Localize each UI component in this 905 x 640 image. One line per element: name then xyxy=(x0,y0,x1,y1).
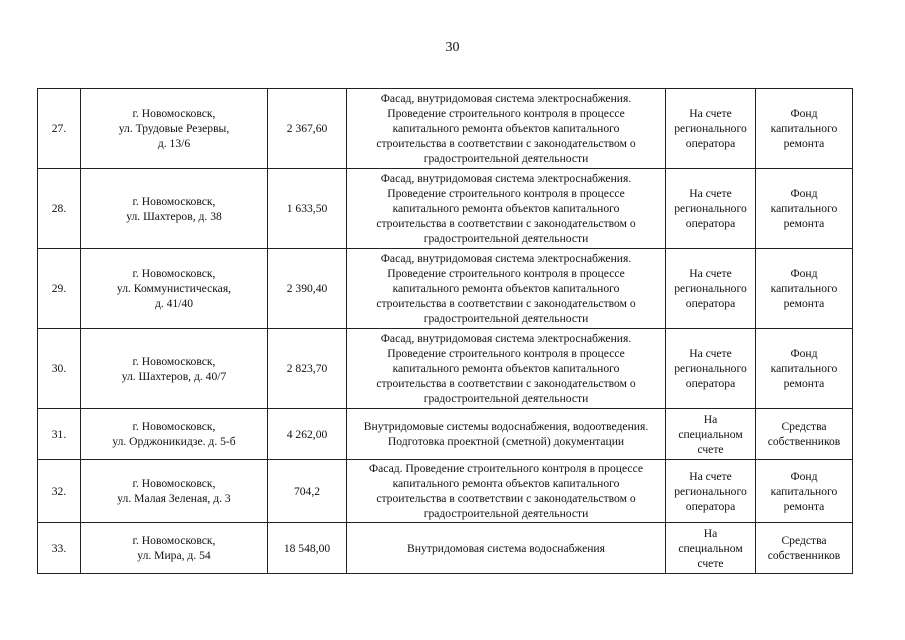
source-line: Средства xyxy=(781,420,827,433)
account-line: специальном xyxy=(678,427,743,441)
account-cell xyxy=(666,89,756,169)
address-line: ул. Шахтеров, д. 40/7 xyxy=(121,369,227,383)
work-description-cell xyxy=(347,329,666,409)
source-line: капитального xyxy=(770,484,838,498)
address-line: г. Новомосковск, xyxy=(132,267,216,280)
account-line: регионального xyxy=(674,122,747,135)
work-line: Проведение строительного контроля в процессе xyxy=(387,347,625,360)
address-line: ул. Орджоникидзе. д. 5-б xyxy=(112,435,236,448)
source-line: ремонта xyxy=(783,297,825,310)
work-line: Внутридомовые системы водоснабжения, водоотведения. xyxy=(363,420,649,433)
row-number: 27. xyxy=(38,89,81,169)
source-line: Фонд xyxy=(790,107,818,120)
work-description-cell xyxy=(347,460,666,523)
work-line: Фасад, внутридомовая система электроснабжения. xyxy=(380,172,632,185)
source-line: капитального xyxy=(770,362,838,375)
address-cell xyxy=(81,329,268,409)
source-line: ремонта xyxy=(783,217,825,230)
address-line: ул. Шахтеров, д. 38 xyxy=(126,209,222,223)
source-line: собственников xyxy=(767,435,841,448)
account-line: регионального xyxy=(674,484,747,498)
area-cell: 18 548,00 xyxy=(268,523,347,574)
source-line: собственников xyxy=(767,549,841,562)
table-row xyxy=(38,89,853,169)
work-description-cell xyxy=(347,249,666,329)
source-line: капитального xyxy=(770,282,838,295)
account-line: регионального xyxy=(674,282,747,295)
account-cell xyxy=(666,169,756,249)
funding-source-cell xyxy=(756,169,853,249)
source-line: Фонд xyxy=(790,347,818,360)
work-line: градостроительной деятельности xyxy=(423,232,589,245)
address-cell xyxy=(81,523,268,574)
source-line: ремонта xyxy=(783,377,825,390)
account-line: счете xyxy=(697,442,724,456)
funding-source-cell xyxy=(756,523,853,574)
funding-source-cell xyxy=(756,409,853,460)
source-line: капитального xyxy=(770,122,838,135)
source-line: Средства xyxy=(781,534,827,547)
work-line: строительства в соответствии с законодательством о xyxy=(376,297,636,310)
row-number: 30. xyxy=(38,329,81,409)
address-line: ул. Малая Зеленая, д. 3 xyxy=(117,492,231,505)
account-cell xyxy=(666,523,756,574)
address-line: г. Новомосковск, xyxy=(132,477,216,490)
area-cell: 1 633,50 xyxy=(268,169,347,249)
funding-source-cell xyxy=(756,249,853,329)
account-line: оператора xyxy=(685,377,736,390)
work-line: Подготовка проектной (сметной) документации xyxy=(387,435,625,448)
address-line: г. Новомосковск, xyxy=(132,534,216,547)
work-line: Внутридомовая система водоснабжения xyxy=(407,541,605,555)
account-cell xyxy=(666,460,756,523)
address-line: г. Новомосковск, xyxy=(132,194,216,208)
work-line: капитального ремонта объектов капитального xyxy=(392,122,620,135)
work-line: Фасад, внутридомовая система электроснабжения. xyxy=(380,332,632,345)
table-row xyxy=(38,169,853,249)
account-line: На счете xyxy=(689,347,732,360)
address-line: ул. Мира, д. 54 xyxy=(137,549,211,562)
work-line: градостроительной деятельности xyxy=(423,152,589,165)
account-line: На xyxy=(703,412,718,426)
address-line: д. 13/6 xyxy=(157,137,191,150)
work-line: Фасад. Проведение строительного контроля в процессе xyxy=(369,462,643,475)
account-line: На счете xyxy=(689,107,732,120)
address-line: г. Новомосковск, xyxy=(132,354,216,368)
address-cell xyxy=(81,249,268,329)
area-cell: 4 262,00 xyxy=(268,409,347,460)
source-line: Фонд xyxy=(790,267,818,280)
repair-plan-table xyxy=(37,88,853,574)
work-description-cell xyxy=(347,89,666,169)
address-line: г. Новомосковск, xyxy=(132,107,216,120)
area-cell: 2 390,40 xyxy=(268,249,347,329)
source-line: капитального xyxy=(770,202,838,215)
work-description-cell xyxy=(347,523,666,574)
address-line: ул. Коммунистическая, xyxy=(116,282,232,295)
account-line: специальном xyxy=(678,541,743,555)
work-line: строительства в соответствии с законодательством о xyxy=(376,377,636,390)
account-line: счете xyxy=(697,556,724,570)
work-line: Проведение строительного контроля в процессе xyxy=(387,267,625,280)
work-line: строительства в соответствии с законодательством о xyxy=(376,137,636,150)
account-line: регионального xyxy=(674,202,747,215)
account-line: регионального xyxy=(674,362,747,375)
work-line: капитального ремонта объектов капитального xyxy=(392,477,620,490)
work-line: градостроительной деятельности xyxy=(423,507,589,520)
row-number: 31. xyxy=(38,409,81,460)
row-number: 33. xyxy=(38,523,81,574)
table-row xyxy=(38,409,853,460)
work-line: строительства в соответствии с законодательством о xyxy=(376,217,636,230)
source-line: Фонд xyxy=(790,469,818,483)
work-line: Фасад, внутридомовая система электроснабжения. xyxy=(380,92,632,105)
address-line: д. 41/40 xyxy=(154,297,194,310)
work-line: Проведение строительного контроля в процессе xyxy=(387,187,625,200)
row-number: 28. xyxy=(38,169,81,249)
source-line: ремонта xyxy=(783,499,825,513)
source-line: ремонта xyxy=(783,137,825,150)
address-cell xyxy=(81,169,268,249)
row-number: 29. xyxy=(38,249,81,329)
table-row xyxy=(38,249,853,329)
account-cell xyxy=(666,409,756,460)
work-description-cell xyxy=(347,169,666,249)
page-number: 30 xyxy=(445,40,460,55)
account-line: На счете xyxy=(689,187,732,200)
account-line: На счете xyxy=(689,469,732,483)
address-line: ул. Трудовые Резервы, xyxy=(118,122,230,135)
account-line: оператора xyxy=(685,137,736,150)
address-line: г. Новомосковск, xyxy=(132,420,216,433)
work-line: Фасад, внутридомовая система электроснабжения. xyxy=(380,252,632,265)
address-cell xyxy=(81,409,268,460)
funding-source-cell xyxy=(756,329,853,409)
area-cell: 2 367,60 xyxy=(268,89,347,169)
account-cell xyxy=(666,329,756,409)
work-description-cell xyxy=(347,409,666,460)
area-cell: 2 823,70 xyxy=(268,329,347,409)
address-cell xyxy=(81,460,268,523)
work-line: капитального ремонта объектов капитального xyxy=(392,362,620,375)
work-line: градостроительной деятельности xyxy=(423,312,589,325)
area-cell: 704,2 xyxy=(268,460,347,523)
funding-source-cell xyxy=(756,460,853,523)
work-line: градостроительной деятельности xyxy=(423,392,589,405)
work-line: Проведение строительного контроля в процессе xyxy=(387,107,625,120)
account-line: оператора xyxy=(685,297,736,310)
work-line: капитального ремонта объектов капитального xyxy=(392,282,620,295)
account-line: На xyxy=(703,526,718,540)
account-cell xyxy=(666,249,756,329)
funding-source-cell xyxy=(756,89,853,169)
account-line: оператора xyxy=(685,499,736,513)
table-row xyxy=(38,460,853,523)
account-line: На счете xyxy=(689,267,732,280)
work-line: капитального ремонта объектов капитального xyxy=(392,202,620,215)
address-cell xyxy=(81,89,268,169)
source-line: Фонд xyxy=(790,187,818,200)
row-number: 32. xyxy=(38,460,81,523)
table-row xyxy=(38,329,853,409)
work-line: строительства в соответствии с законодательством о xyxy=(376,492,636,505)
table-row xyxy=(38,523,853,574)
account-line: оператора xyxy=(685,217,736,230)
